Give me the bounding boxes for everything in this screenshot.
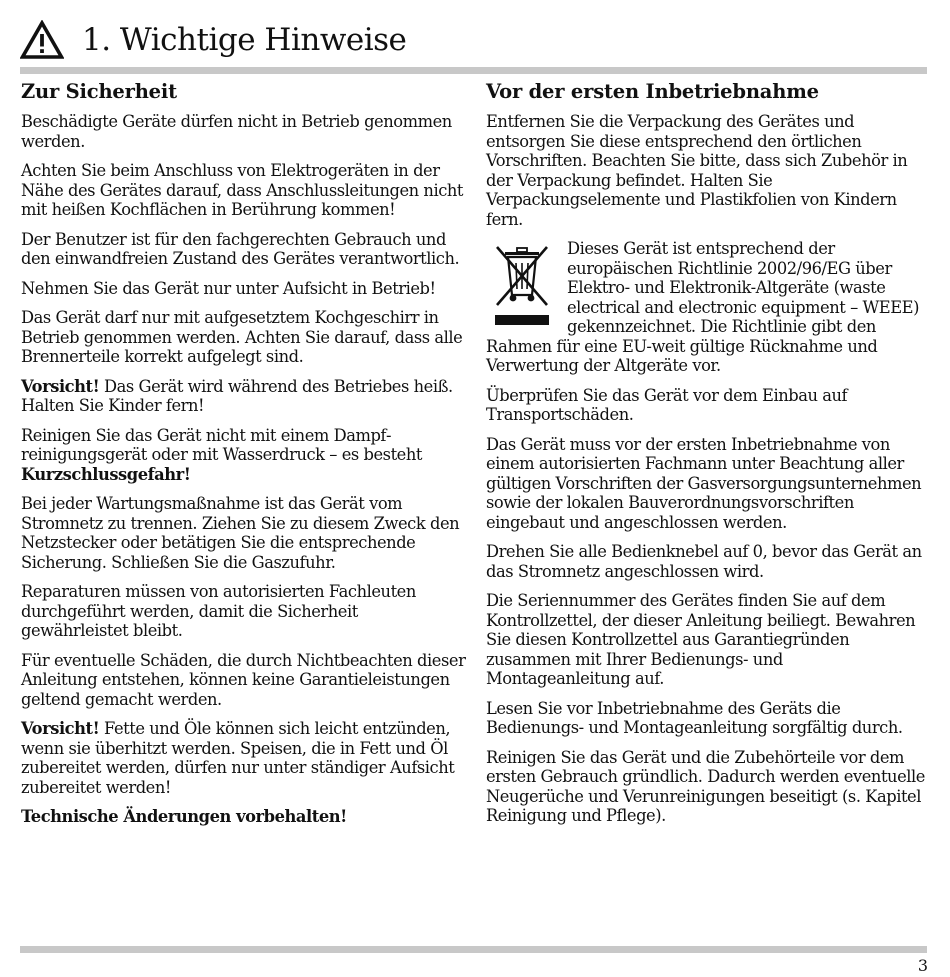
paragraph: Der Benutzer ist für den fachgerechten Gebrauch und den einwandfreien Zustand des Gerätes verantwortlich. <box>21 229 460 268</box>
paragraph-text: Reinigen Sie das Gerät nicht mit einem Dampfreinigungsgerät oder mit Wasserdruck – es besteht <box>21 425 422 464</box>
short-circuit-warning: Kurzschlussgefahr! <box>21 464 191 484</box>
page-number: 3 <box>917 956 928 975</box>
paragraph: Für eventuelle Schäden, die durch Nichtbeachten dieser Anleitung entstehen, können keine Garantieleistungen geltend gemacht werden. <box>21 650 466 709</box>
paragraph-text: Das Gerät wird während des Betriebes heiß. Halten Sie Kinder fern! <box>21 376 453 415</box>
paragraph: Überprüfen Sie das Gerät vor dem Einbau auf Transportschäden. <box>486 385 848 424</box>
paragraph-text: Fette und Öle können sich leicht entzünden, wenn sie überhitzt werden. Speisen, die in Fett und Öl zubereitet werden, dürfen nur unter ständiger Aufsicht zubereitet werden! <box>21 719 455 797</box>
paragraph: Das Gerät darf nur mit aufgesetztem Kochgeschirr in Betrieb genommen werden. Achten Sie darauf, dass alle Brennerteile korrekt aufgelegt sind. <box>21 308 463 366</box>
paragraph <box>21 377 466 416</box>
weee-notice <box>486 239 931 376</box>
paragraph: Bei jeder Wartungsmaßnahme ist das Gerät vom Stromnetz zu trennen. Ziehen Sie zu diesem Zweck den Netzstecker oder betätigen Sie die entsprechende Sicherung. Schließen Sie die Gaszufuhr. <box>21 494 460 572</box>
paragraph: Drehen Sie alle Bedienknebel auf 0, bevor das Gerät an das Stromnetz angeschlossen wird. <box>486 542 922 581</box>
paragraph: Lesen Sie vor Inbetriebnahme des Geräts die Bedienungs- und Montageanleitung sorgfältig durch. <box>486 698 903 737</box>
paragraph: Das Gerät muss vor der ersten Inbetriebnahme von einem autorisierten Fachmann unter Beachtung aller gültigen Vorschriften der Gasversorgungsunternehmen sowie der lokalen Bauverordnungsvorschriften eingebaut und angeschlossen werden. <box>486 434 922 532</box>
crossed-out-wheelie-bin-icon <box>491 243 553 329</box>
paragraph: Beschädigte Geräte dürfen nicht in Betrieb genommen werden. <box>21 112 452 151</box>
paragraph: Nehmen Sie das Gerät nur unter Aufsicht in Betrieb! <box>21 278 436 298</box>
page-header <box>20 14 406 66</box>
paragraph: Reparaturen müssen von autorisierten Fachleuten durchgeführt werden, damit die Sicherheit gewährleistet bleibt. <box>21 582 416 640</box>
warning-triangle-icon <box>20 20 64 60</box>
caution-label: Vorsicht! <box>21 376 100 396</box>
paragraph <box>21 426 466 485</box>
safety-heading: Zur Sicherheit <box>21 80 177 103</box>
first-use-heading: Vor der ersten Inbetriebnahme <box>486 80 819 103</box>
paragraph: Achten Sie beim Anschluss von Elektrogeräten in der Nähe des Gerätes darauf, dass Anschlussleitungen nicht mit heißen Kochflächen in Berührung kommen! <box>21 161 464 219</box>
technical-changes-note: Technische Änderungen vorbehalten! <box>21 807 347 826</box>
paragraph <box>21 719 466 797</box>
paragraph <box>21 807 466 827</box>
paragraph: Reinigen Sie das Gerät und die Zubehörteile vor dem ersten Gebrauch gründlich. Dadurch werden eventuelle Neugerüche und Verunreinigungen beseitigt (s. Kapitel Reinigung und Pflege). <box>486 747 925 825</box>
safety-column <box>21 78 466 837</box>
first-use-column <box>486 78 931 836</box>
paragraph: Entfernen Sie die Verpackung des Gerätes und entsorgen Sie diese entsprechend den örtlichen Vorschriften. Beachten Sie bitte, dass sich Zubehör in der Verpackung befindet. Halten Sie Verpackungselemente und Plastikfolien von Kindern fern. <box>486 112 908 229</box>
paragraph: Die Seriennummer des Gerätes finden Sie auf dem Kontrollzettel, der dieser Anleitung beiliegt. Bewahren Sie diesen Kontrollzettel aus Garantiegründen zusammen mit Ihrer Bedienungs- und Montageanleitung auf. <box>486 591 916 688</box>
footer-divider <box>20 946 927 953</box>
page-title: 1. Wichtige Hinweise <box>82 22 407 58</box>
caution-label: Vorsicht! <box>21 719 100 738</box>
header-divider <box>20 67 927 74</box>
weee-paragraph: Dieses Gerät ist entsprechend der europäischen Richtlinie 2002/96/EG über Elektro- und Elektronik-Altgeräte (waste electrical and electronic equipment – WEEE) gekennzeichnet. Die Richtlinie gibt den Rahmen für eine EU-weit gültige Rücknahme und Verwertung der Altgeräte vor. <box>486 239 919 375</box>
